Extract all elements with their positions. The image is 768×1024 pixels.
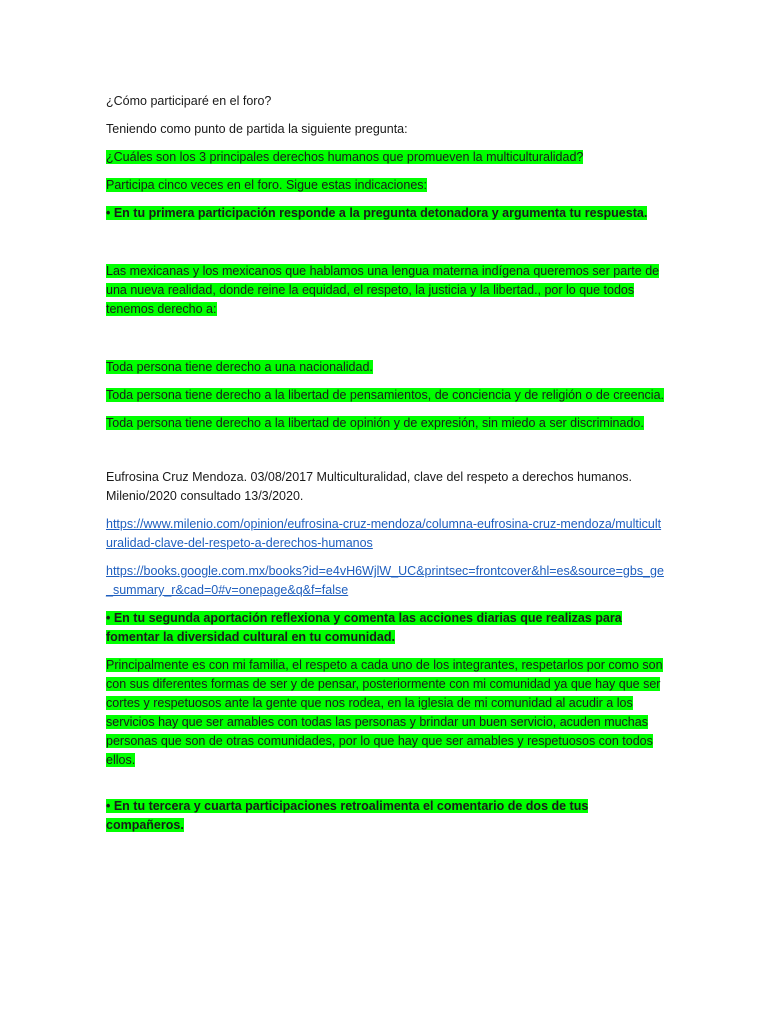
second-task: • En tu segunda aportación reflexiona y comenta las acciones diarias que realizas para fomentar la diversidad cultural en tu comunidad. bbox=[106, 611, 622, 644]
reference-link-books-wrap bbox=[106, 562, 664, 600]
reference-link-milenio-wrap bbox=[106, 515, 664, 553]
reference-link-google-books[interactable]: https://books.google.com.mx/books?id=e4vH6WjlW_UC&printsec=frontcover&hl=es&source=gbs_ge_summary_r&cad=0#v=onepage&q&f=false bbox=[106, 564, 664, 597]
reference-link-milenio[interactable]: https://www.milenio.com/opinion/eufrosina-cruz-mendoza/columna-eufrosina-cruz-mendoza/multiculturalidad-clave-del-respeto-a-derechos-humanos bbox=[106, 517, 662, 550]
second-answer: Principalmente es con mi familia, el respeto a cada uno de los integrantes, respetarlos por como son con sus diferentes formas de ser y de pensar, posteriormente con mi comunidad ya que hay que ser cortes y respetuosos ante la gente que nos rodea, en la iglesia de mi comunidad al acudir a los servicios hay que ser amables con todas las personas y brindar un buen servicio, acuden muchas personas que son de otras comunidades, por lo que hay que ser amables y respetuosos con todos ellos. bbox=[106, 658, 663, 767]
document-page bbox=[106, 92, 664, 844]
citation: Eufrosina Cruz Mendoza. 03/08/2017 Multiculturalidad, clave del respeto a derechos humanos. Milenio/2020 consultado 13/3/2020. bbox=[106, 470, 633, 503]
right-item-3: Toda persona tiene derecho a la libertad de opinión y de expresión, sin miedo a ser discriminado. bbox=[106, 416, 644, 430]
main-question: ¿Cuáles son los 3 principales derechos humanos que promueven la multiculturalidad? bbox=[106, 150, 584, 164]
intro-question: ¿Cómo participaré en el foro? bbox=[106, 94, 272, 108]
starting-point-text: Teniendo como punto de partida la siguiente pregunta: bbox=[106, 122, 408, 136]
first-task: • En tu primera participación responde a la pregunta detonadora y argumenta tu respuesta. bbox=[106, 206, 648, 220]
right-item-1: Toda persona tiene derecho a una nacionalidad. bbox=[106, 360, 373, 374]
participate-instruction: Participa cinco veces en el foro. Sigue estas indicaciones: bbox=[106, 178, 428, 192]
first-answer: Las mexicanas y los mexicanos que hablamos una lengua materna indígena queremos ser parte de una nueva realidad, donde reine la equidad, el respeto, la justicia y la libertad., por lo que todos tenemos derecho a: bbox=[106, 264, 660, 316]
third-task: • En tu tercera y cuarta participaciones retroalimenta el comentario de dos de tus compañeros. bbox=[106, 799, 589, 832]
right-item-2: Toda persona tiene derecho a la libertad de pensamientos, de conciencia y de religión o de creencia. bbox=[106, 388, 665, 402]
